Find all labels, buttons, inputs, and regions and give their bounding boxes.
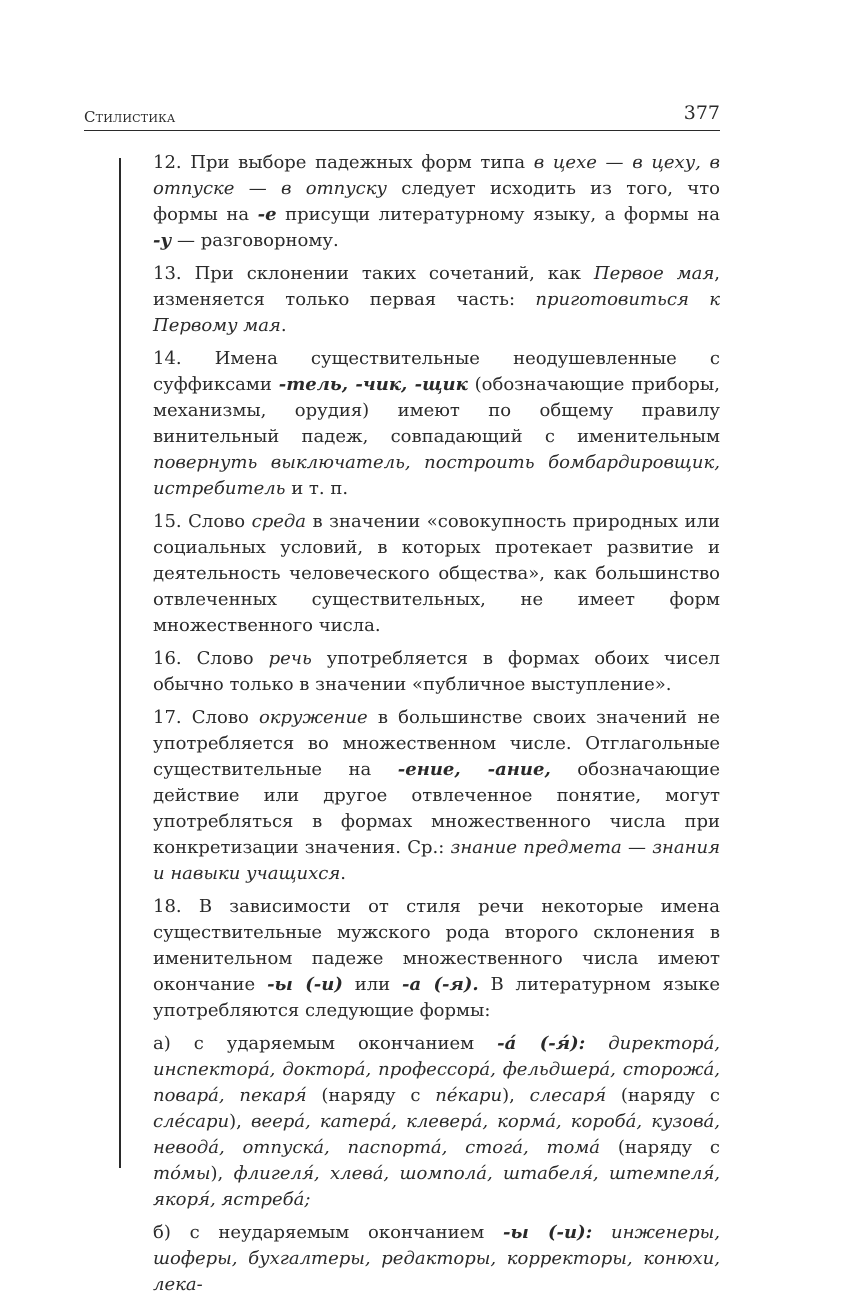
text-span: и т. п. [285, 478, 349, 499]
paragraph [153, 261, 720, 339]
bold-italic-span: -а (-я). [401, 974, 479, 995]
italic-span: речь [268, 648, 312, 669]
page-number: 377 [683, 102, 720, 124]
italic-span: среда [251, 511, 307, 532]
italic-span: директора́, инспектора́, доктора́, профессора́, фельдшера́, сторожа́, повара́, пекаря́ [153, 1033, 721, 1106]
text-span: 14. Имена существительные неодушевленные с суффиксами [153, 348, 720, 395]
text-span: обозначающие действие или другое отвлеченное понятие, могут употребляться в формах множественного числа при конкретизации значения. Ср.: [153, 759, 720, 858]
bold-italic-span: -у [153, 230, 172, 251]
paragraph [153, 894, 720, 1024]
text-span: 16. Слово [153, 648, 269, 669]
text-span: В литературном языке употребляются следующие формы: [153, 974, 721, 1021]
section-title: Стилистика [84, 108, 176, 126]
paragraph [153, 150, 720, 254]
paragraph [153, 1031, 720, 1213]
body-text [153, 150, 720, 1305]
paragraph [153, 1220, 720, 1298]
text-span: 15. Слово [153, 511, 252, 532]
bold-italic-span: -ы (-и): [502, 1222, 593, 1243]
italic-span: флигеля́, хлева́, шомпола́, штабеля́, штемпеля́, якоря́, ястреба́; [153, 1163, 721, 1210]
bold-italic-span: -е [257, 204, 277, 225]
text-span: . [280, 315, 287, 336]
italic-span: повернуть выключатель, построить бомбардировщик, истребитель [153, 452, 720, 499]
italic-span: инженеры, шоферы, бухгалтеры, редакторы, корректоры, конюхи, лека- [153, 1222, 720, 1295]
text-span: в значении «совокупность природных или социальных условий, в которых протекает развитие и деятельность человеческого общества», как большинство отвлеченных существительных, не имеет форм множественного числа. [153, 511, 720, 636]
text-span: ), [210, 1163, 234, 1184]
text-span [592, 1222, 611, 1243]
italic-span: приготовиться к Первому мая [153, 289, 720, 336]
bold-italic-span: -тель, -чик, -щик [278, 374, 468, 395]
italic-span: в цехе — в цеху, в отпуске — в отпуску [153, 152, 720, 199]
text-span: 13. При склонении таких сочетаний, как [153, 263, 594, 284]
text-span [585, 1033, 608, 1054]
running-header [84, 102, 720, 131]
text-span: . [340, 863, 346, 884]
text-span: , изменяется только первая часть: [153, 263, 721, 310]
paragraph [153, 509, 720, 639]
paragraph [153, 346, 720, 502]
bold-italic-span: -а́ (-я́): [497, 1033, 586, 1054]
text-span: (наряду с [606, 1085, 720, 1106]
italic-span: слесаря́ [529, 1085, 607, 1106]
text-span: ), [502, 1085, 530, 1106]
text-span: (наряду с [306, 1085, 436, 1106]
text-span: — разговорному. [171, 230, 339, 251]
italic-span: Первое мая [593, 263, 715, 284]
text-span: в большинстве своих значений не употребляется во множественном числе. Отглагольные существительные на [153, 707, 720, 780]
text-span: 12. При выборе падежных форм типа [153, 152, 534, 173]
text-span: (наряду с [600, 1137, 720, 1158]
text-span: присущи литературному языку, а формы на [276, 204, 720, 225]
text-span: б) с неударяемым окончанием [153, 1222, 503, 1243]
italic-span: то́мы [153, 1163, 211, 1184]
text-span: а) с ударяемым окончанием [153, 1033, 498, 1054]
text-span: 18. В зависимости от стиля речи некоторые имена существительные мужского рода второго склонения в именительном падеже множественного числа имеют окончание [153, 896, 720, 995]
text-span: (обозначающие приборы, механизмы, орудия) имеют по общему правилу винительный падеж, совпадающий с именительным [153, 374, 720, 447]
text-span: 17. Слово [153, 707, 259, 728]
paragraph [153, 646, 720, 698]
italic-span: знание предмета — знания и навыки учащихся [153, 837, 720, 884]
paragraph [153, 705, 720, 887]
text-span: или [342, 974, 402, 995]
bold-italic-span: -ы (-и) [267, 974, 343, 995]
bold-italic-span: -ение, -ание, [397, 759, 551, 780]
italic-span: веера́, катера́, клевера́, корма́, короба́, кузова́, невода́, отпуска́, паспорта́, стога́, тома́ [153, 1111, 720, 1158]
text-span: ), [229, 1111, 251, 1132]
text-span: следует исходить из того, что формы на [153, 178, 720, 225]
margin-rule [119, 158, 121, 1168]
italic-span: сле́сари [153, 1111, 230, 1132]
text-span: употребляется в формах обоих чисел обычно только в значении «публичное выступление». [153, 648, 720, 695]
italic-span: окружение [258, 707, 368, 728]
italic-span: пе́кари [435, 1085, 503, 1106]
